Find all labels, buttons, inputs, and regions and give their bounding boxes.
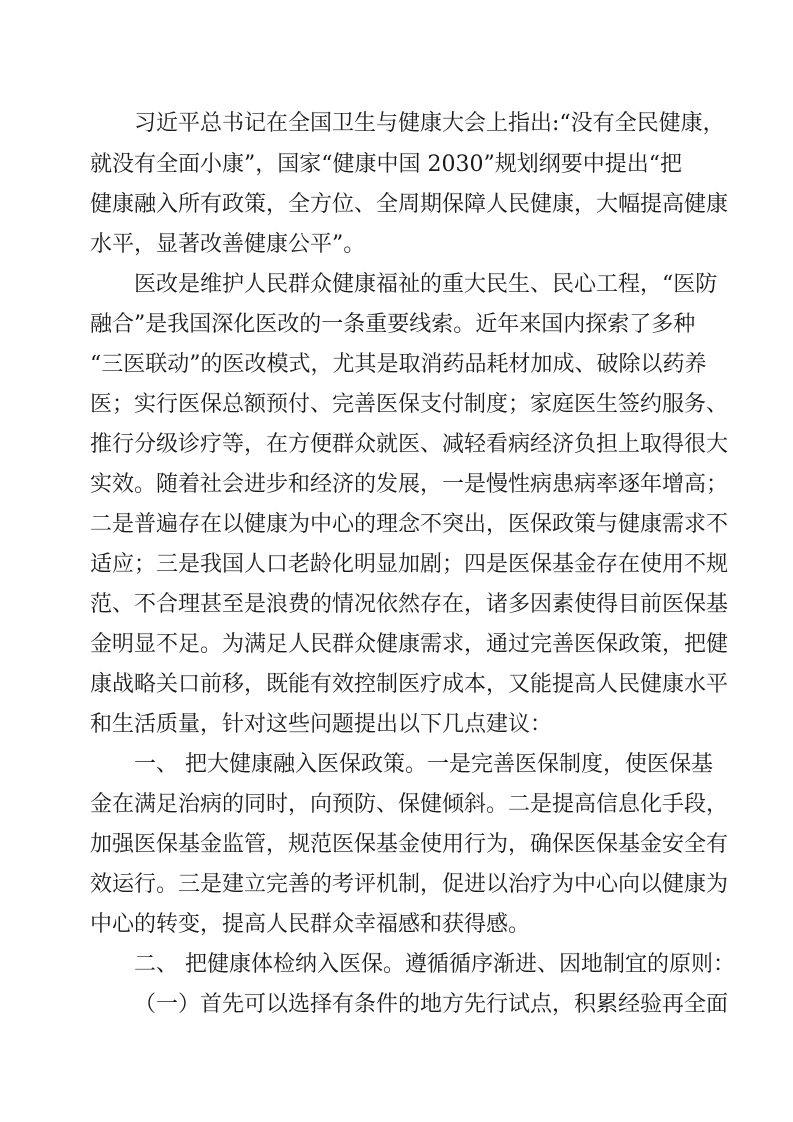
text-line: 加强医保基金监管，规范医保基金使用行为，确保医保基金安全有 xyxy=(90,832,729,857)
text-line: （一）首先可以选择有条件的地方先行试点，积累经验再全面 xyxy=(134,992,729,1017)
text-line: 医；实行医保总额预付、完善医保支付制度；家庭医生签约服务、 xyxy=(90,392,729,417)
text-line: 范、不合理甚至是浪费的情况依然存在，诸多因素使得目前医保基 xyxy=(90,592,729,617)
text-line: 医改是维护人民群众健康福祉的重大民生、民心工程，“医防 xyxy=(134,272,718,297)
text-line: 二、 把健康体检纳入医保。遵循循序渐进、因地制宜的原则： xyxy=(134,952,735,977)
text-line: 融合”是我国深化医改的一条重要线索。近年来国内探索了多种 xyxy=(90,312,696,337)
text-line: 一、 把大健康融入医保政策。一是完善医保制度，使医保基 xyxy=(134,752,713,777)
text-line: “三医联动”的医改模式，尤其是取消药品耗材加成、破除以药养 xyxy=(90,352,707,377)
text-line: 就没有全面小康”，国家“健康中国 2030”规划纲要中提出“把 xyxy=(90,152,682,177)
text-line: 金在满足治病的同时，向预防、保健倾斜。二是提高信息化手段， xyxy=(90,792,729,817)
text-line: 适应；三是我国人口老龄化明显加剧；四是医保基金存在使用不规 xyxy=(90,552,729,577)
text-line: 金明显不足。为满足人民群众健康需求，通过完善医保政策，把健 xyxy=(90,632,729,657)
text-line: 效运行。三是建立完善的考评机制，促进以治疗为中心向以健康为 xyxy=(90,872,729,897)
text-line: 健康融入所有政策，全方位、全周期保障人民健康，大幅提高健康 xyxy=(90,192,729,217)
text-line: 中心的转变，提高人民群众幸福感和获得感。 xyxy=(90,912,531,937)
text-line: 推行分级诊疗等，在方便群众就医、减轻看病经济负担上取得很大 xyxy=(90,432,729,457)
text-line: 康战略关口前移，既能有效控制医疗成本，又能提高人民健康水平 xyxy=(90,672,729,697)
text-line: 实效。随着社会进步和经济的发展，一是慢性病患病率逐年增高； xyxy=(90,472,729,497)
text-line: 习近平总书记在全国卫生与健康大会上指出:“没有全民健康， xyxy=(134,111,725,136)
text-line: 水平，显著改善健康公平”。 xyxy=(90,232,366,257)
text-line: 和生活质量，针对这些问题提出以下几点建议： xyxy=(90,712,553,737)
text-line: 二是普遍存在以健康为中心的理念不突出，医保政策与健康需求不 xyxy=(90,512,729,537)
